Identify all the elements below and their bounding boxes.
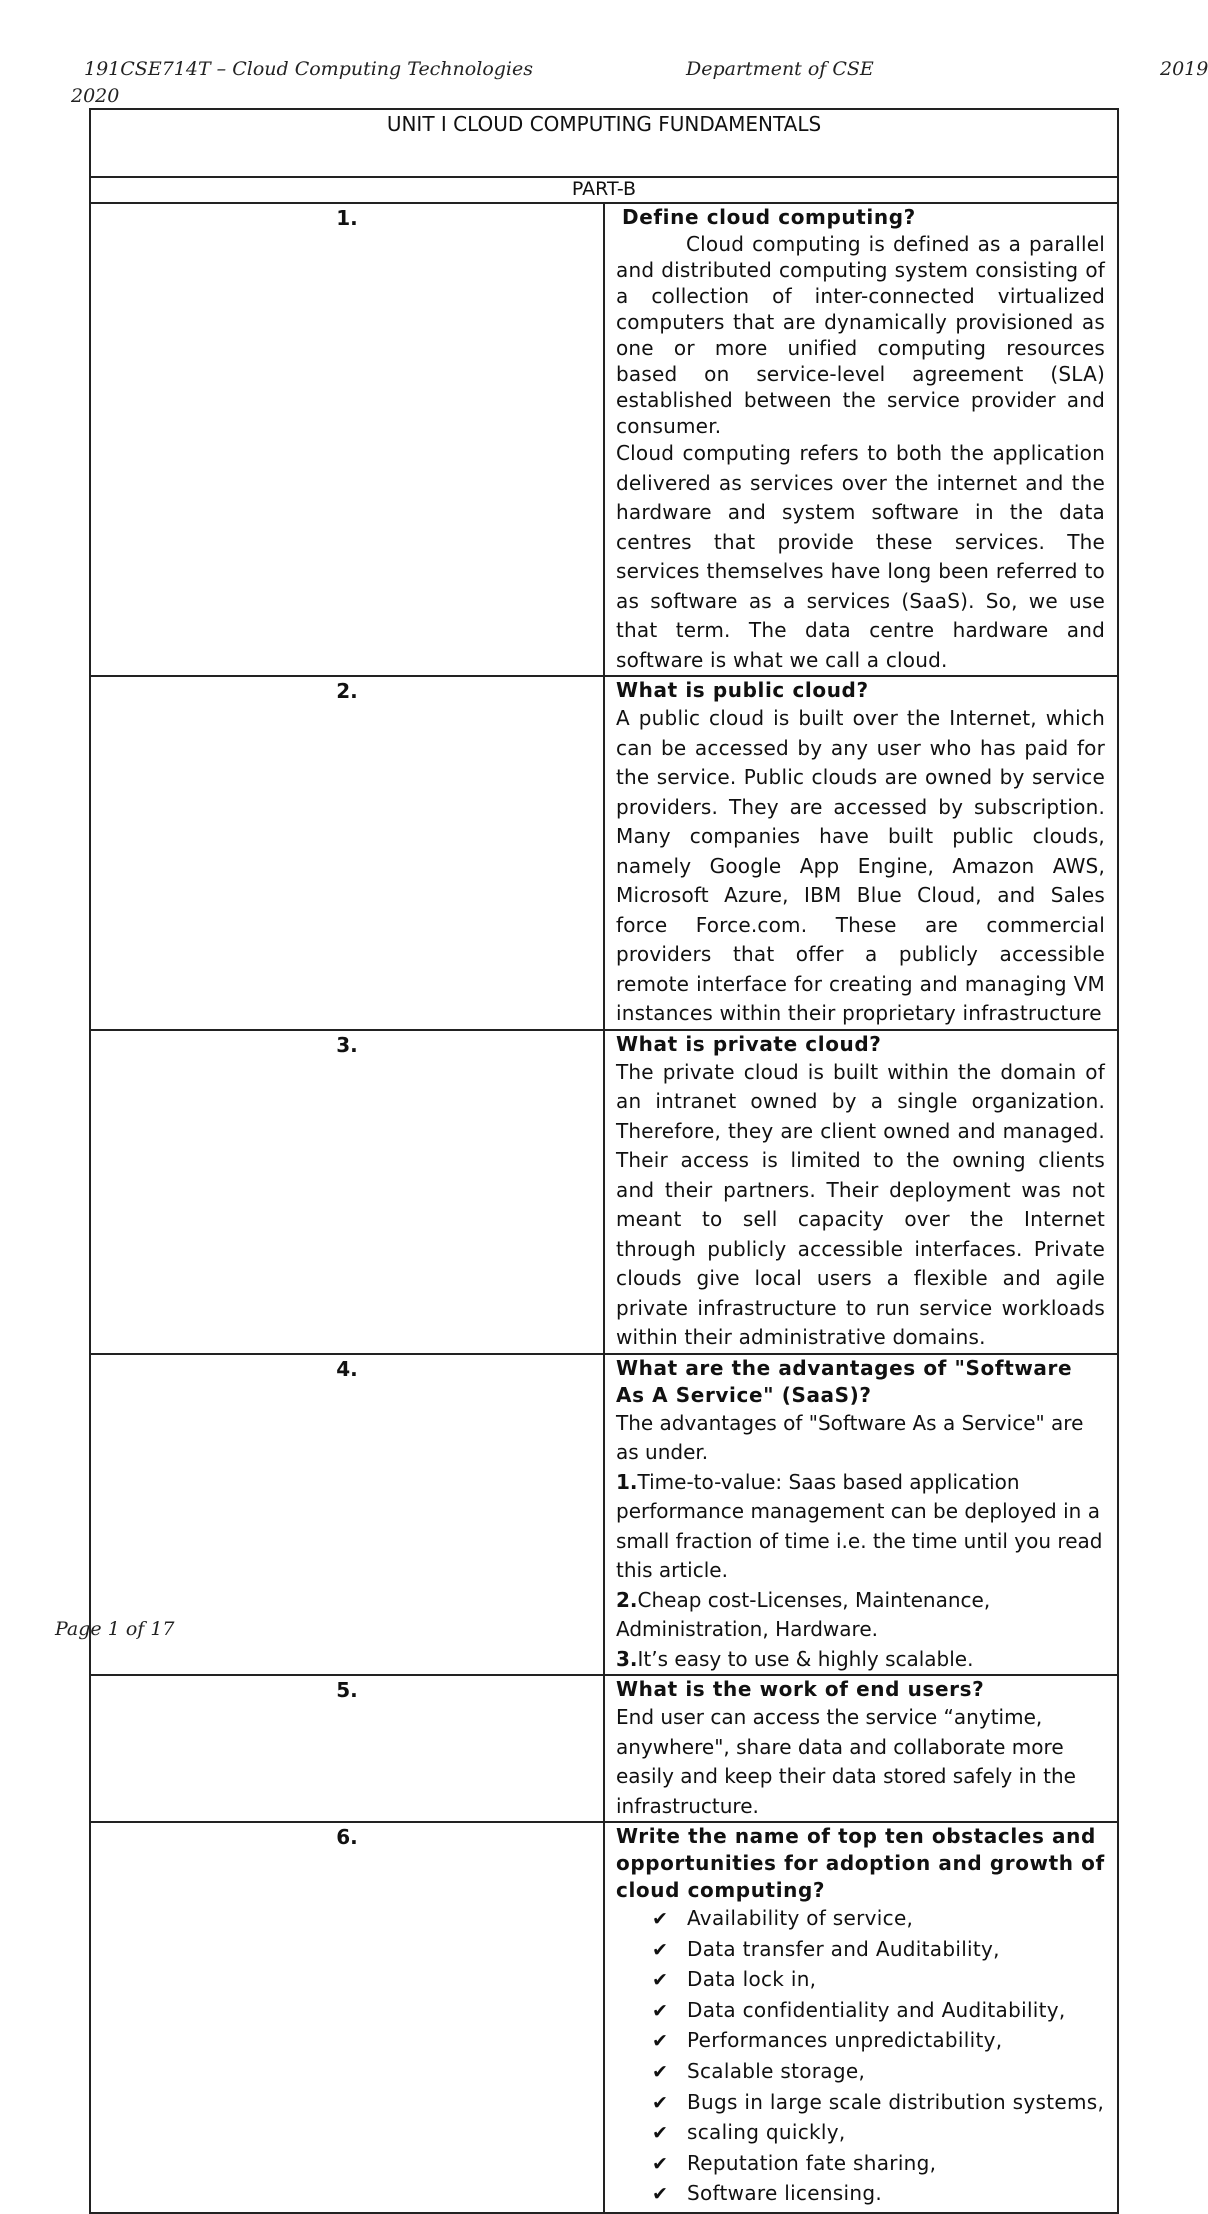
checkmark-icon: ✔: [652, 2091, 669, 2114]
list-item: ✔ Bugs in large scale distribution systems,: [652, 2088, 1105, 2119]
page-number-footer: Page 1 of 17: [55, 1618, 175, 1640]
header-year-start: 2019: [1160, 58, 1208, 80]
question-row-1: [90, 203, 1118, 676]
list-item: ✔ scaling quickly,: [652, 2118, 1105, 2149]
question-text: Write the name of top ten obstacles and opportunities for adoption and growth of cloud computing?: [616, 1824, 1105, 1902]
checkmark-icon: ✔: [652, 1908, 669, 1930]
point-text: Time-to-value: Saas based application performance management can be deployed in a small fraction of time i.e. the time until you read this article.: [616, 1469, 1103, 1582]
advantage-point: [616, 1586, 1105, 1645]
question-number: 1.: [90, 203, 604, 676]
obstacle-list: [616, 1904, 1105, 2210]
question-row-3: [90, 1030, 1118, 1354]
header-department: Department of CSE: [686, 58, 874, 80]
question-text: What are the advantages of "Software As A Service" (SaaS)?: [616, 1355, 1073, 1407]
point-text: It’s easy to use & highly scalable.: [637, 1646, 974, 1671]
question-row-4: [90, 1354, 1118, 1676]
question-number: 6.: [90, 1822, 604, 2213]
point-text: Cheap cost-Licenses, Maintenance, Administration, Hardware.: [616, 1587, 991, 1641]
list-item: ✔ Data lock in,: [652, 1965, 1105, 1996]
unit-title: UNIT I CLOUD COMPUTING FUNDAMENTALS: [90, 109, 1118, 177]
checkmark-icon: ✔: [652, 1999, 669, 2022]
part-title: PART-B: [90, 177, 1118, 203]
list-item: ✔ Scalable storage,: [652, 2057, 1105, 2088]
list-item: ✔ Data transfer and Auditability,: [652, 1935, 1105, 1966]
question-number: 3.: [90, 1030, 604, 1354]
list-item: ✔ Software licensing.: [652, 2179, 1105, 2210]
checkmark-icon: ✔: [652, 2152, 669, 2175]
question-row-6: [90, 1822, 1118, 2213]
point-number: 2.: [616, 1587, 638, 1612]
question-number: 4.: [90, 1354, 604, 1676]
checkmark-icon: ✔: [652, 2030, 669, 2053]
question-text: What is private cloud?: [616, 1031, 882, 1056]
header-year-end: 2020: [71, 85, 120, 107]
question-number: 5.: [90, 1675, 604, 1822]
answer-paragraph: The private cloud is built within the domain of an intranet owned by a single organization. Therefore, they are client owned and managed. Their access is limited to the owning clients and their partners. Their deployment was not meant to sell capacity over the Internet through publicly accessible interfaces. Private clouds give local users a flexible and agile private infrastructure to run service workloads within their administrative domains.: [616, 1059, 1105, 1349]
checkmark-icon: ✔: [652, 1938, 669, 1961]
answer-paragraph: Cloud computing is defined as a parallel and distributed computing system consisting of a collection of inter-connected virtualized computers that are dynamically provisioned as one or more unified computing resources based on service-level agreement (SLA) established between the service provider and consumer.: [616, 232, 1105, 438]
question-number: 2.: [90, 676, 604, 1030]
advantage-point: [616, 1645, 1105, 1675]
question-row-5: [90, 1675, 1118, 1822]
list-item: ✔ Reputation fate sharing,: [652, 2149, 1105, 2180]
checkmark-icon: ✔: [652, 1969, 669, 1992]
advantage-point: [616, 1468, 1105, 1586]
question-answer-table: [89, 108, 1119, 2214]
checkmark-icon: ✔: [652, 2122, 669, 2145]
question-text: What is the work of end users?: [616, 1677, 985, 1701]
answer-paragraph: Cloud computing refers to both the application delivered as services over the internet and the hardware and system software in the data centres that provide these services. The services themselves have long been referred to as software as a services (SaaS). So, we use that term. The data centre hardware and software is what we call a cloud.: [616, 441, 1105, 672]
answer-paragraph: A public cloud is built over the Internet, which can be accessed by any user who has paid for the service. Public clouds are owned by service providers. They are accessed by subscription. Many companies have built public clouds, namely Google App Engine, Amazon AWS, Microsoft Azure, IBM Blue Cloud, and Sales force Force.com. These are commercial providers that offer a publicly accessible remote interface for creating and managing VM instances within their proprietary infrastructure: [616, 706, 1105, 1025]
checkmark-icon: ✔: [652, 2060, 669, 2083]
checkmark-icon: ✔: [652, 2183, 669, 2206]
answer-paragraph: End user can access the service “anytime, anywhere", share data and collaborate more easily and keep their data stored safely in the infrastructure.: [616, 1705, 1076, 1818]
question-row-2: [90, 676, 1118, 1030]
point-number: 3.: [616, 1646, 638, 1671]
list-item: ✔ Performances unpredictability,: [652, 2026, 1105, 2057]
list-item: ✔ Data confidentiality and Auditability,: [652, 1996, 1105, 2027]
question-text: Define cloud computing?: [622, 205, 916, 229]
answer-intro: The advantages of "Software As a Service" are as under.: [616, 1410, 1084, 1464]
point-number: 1.: [616, 1469, 638, 1494]
header-course-title: 191CSE714T – Cloud Computing Technologies: [84, 58, 533, 80]
question-text: What is public cloud?: [616, 678, 869, 702]
list-item: ✔ Availability of service,: [652, 1904, 1105, 1935]
